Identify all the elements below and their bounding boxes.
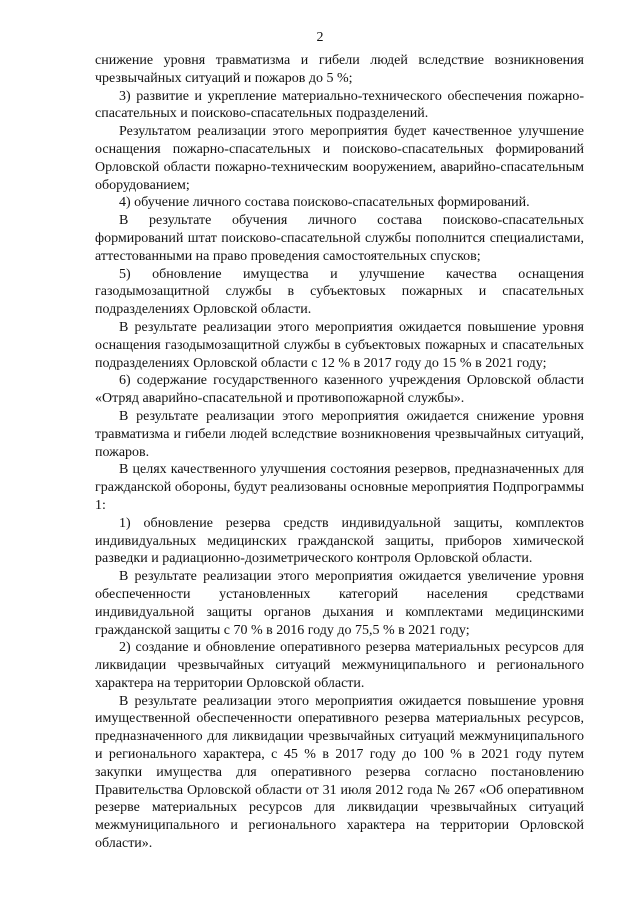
paragraph: 1) обновление резерва средств индивидуальной защиты, комплектов индивидуальных медицинских гражданской защиты, приборов химической разведки и радиационно-дозиметрического контроля Орловской области. [95,515,584,567]
paragraph: В результате обучения личного состава поисково-спасательных формирований штат поисково-спасательной службы пополнится специалистами, аттестованными на право проведения самостоятельных спусков; [95,213,584,264]
paragraph: В целях качественного улучшения состояния резервов, предназначенных для гражданской обороны, будут реализованы основные мероприятия Подпрограммы 1: [95,462,584,513]
paragraph: В результате реализации этого мероприятия ожидается увеличение уровня обеспеченности установленных категорий населения средствами индивидуальной защиты органов дыхания и комплектами медицинскими гражданской защиты с 70 % в 2016 году до 75,5 % в 2021 году; [95,569,584,638]
paragraph: 3) развитие и укрепление материально-технического обеспечения пожарно-спасательных и поисково-спасательных подразделений. [95,88,584,122]
paragraph: В результате реализации этого мероприятия ожидается повышение уровня оснащения газодымозащитной службы в субъектовых пожарных и спасательных подразделениях Орловской области с 12 % в 2017 году до 15 % в 2021 году; [95,319,584,371]
paragraph: 2) создание и обновление оперативного резерва материальных ресурсов для ликвидации чрезвычайных ситуаций межмуниципального и регионального характера на территории Орловской области. [95,640,584,691]
document-body [95,52,584,853]
paragraph: 5) обновление имущества и улучшение качества оснащения газодымозащитной службы в субъектовых пожарных и спасательных подразделениях Орловской области. [95,266,584,318]
paragraph: Результатом реализации этого мероприятия будет качественное улучшение оснащения пожарно-спасательных и поисково-спасательных формирований Орловской области пожарно-техническим вооружением, аварийно-спасательным оборудованием; [95,124,584,193]
paragraph: 4) обучение личного состава поисково-спасательных формирований. [119,195,530,211]
paragraph: снижение уровня травматизма и гибели людей вследствие возникновения чрезвычайных ситуаций и пожаров до 5 %; [95,53,584,86]
paragraph: 6) содержание государственного казенного учреждения Орловской области «Отряд аварийно-спасательной и противопожарной службы». [95,373,584,407]
page-number: 2 [316,30,324,45]
paragraph: В результате реализации этого мероприятия ожидается повышение уровня имущественной обеспеченности оперативного резерва материальных ресурсов, предназначенного для ликвидации чрезвычайных ситуаций межмуниципального и регионального характера, с 45 % в 2017 году до 100 % в 2021 году путем закупки имущества для оперативного резерва согласно постановлению Правительства Орловской области от 31 июля 2012 года № 267 «Об оперативном резерве материальных ресурсов для ликвидации чрезвычайных ситуаций межмуниципального и регионального характера на территории Орловской области». [95,693,584,852]
paragraph: В результате реализации этого мероприятия ожидается снижение уровня травматизма и гибели людей вследствие возникновения чрезвычайных ситуаций, пожаров. [95,408,584,460]
